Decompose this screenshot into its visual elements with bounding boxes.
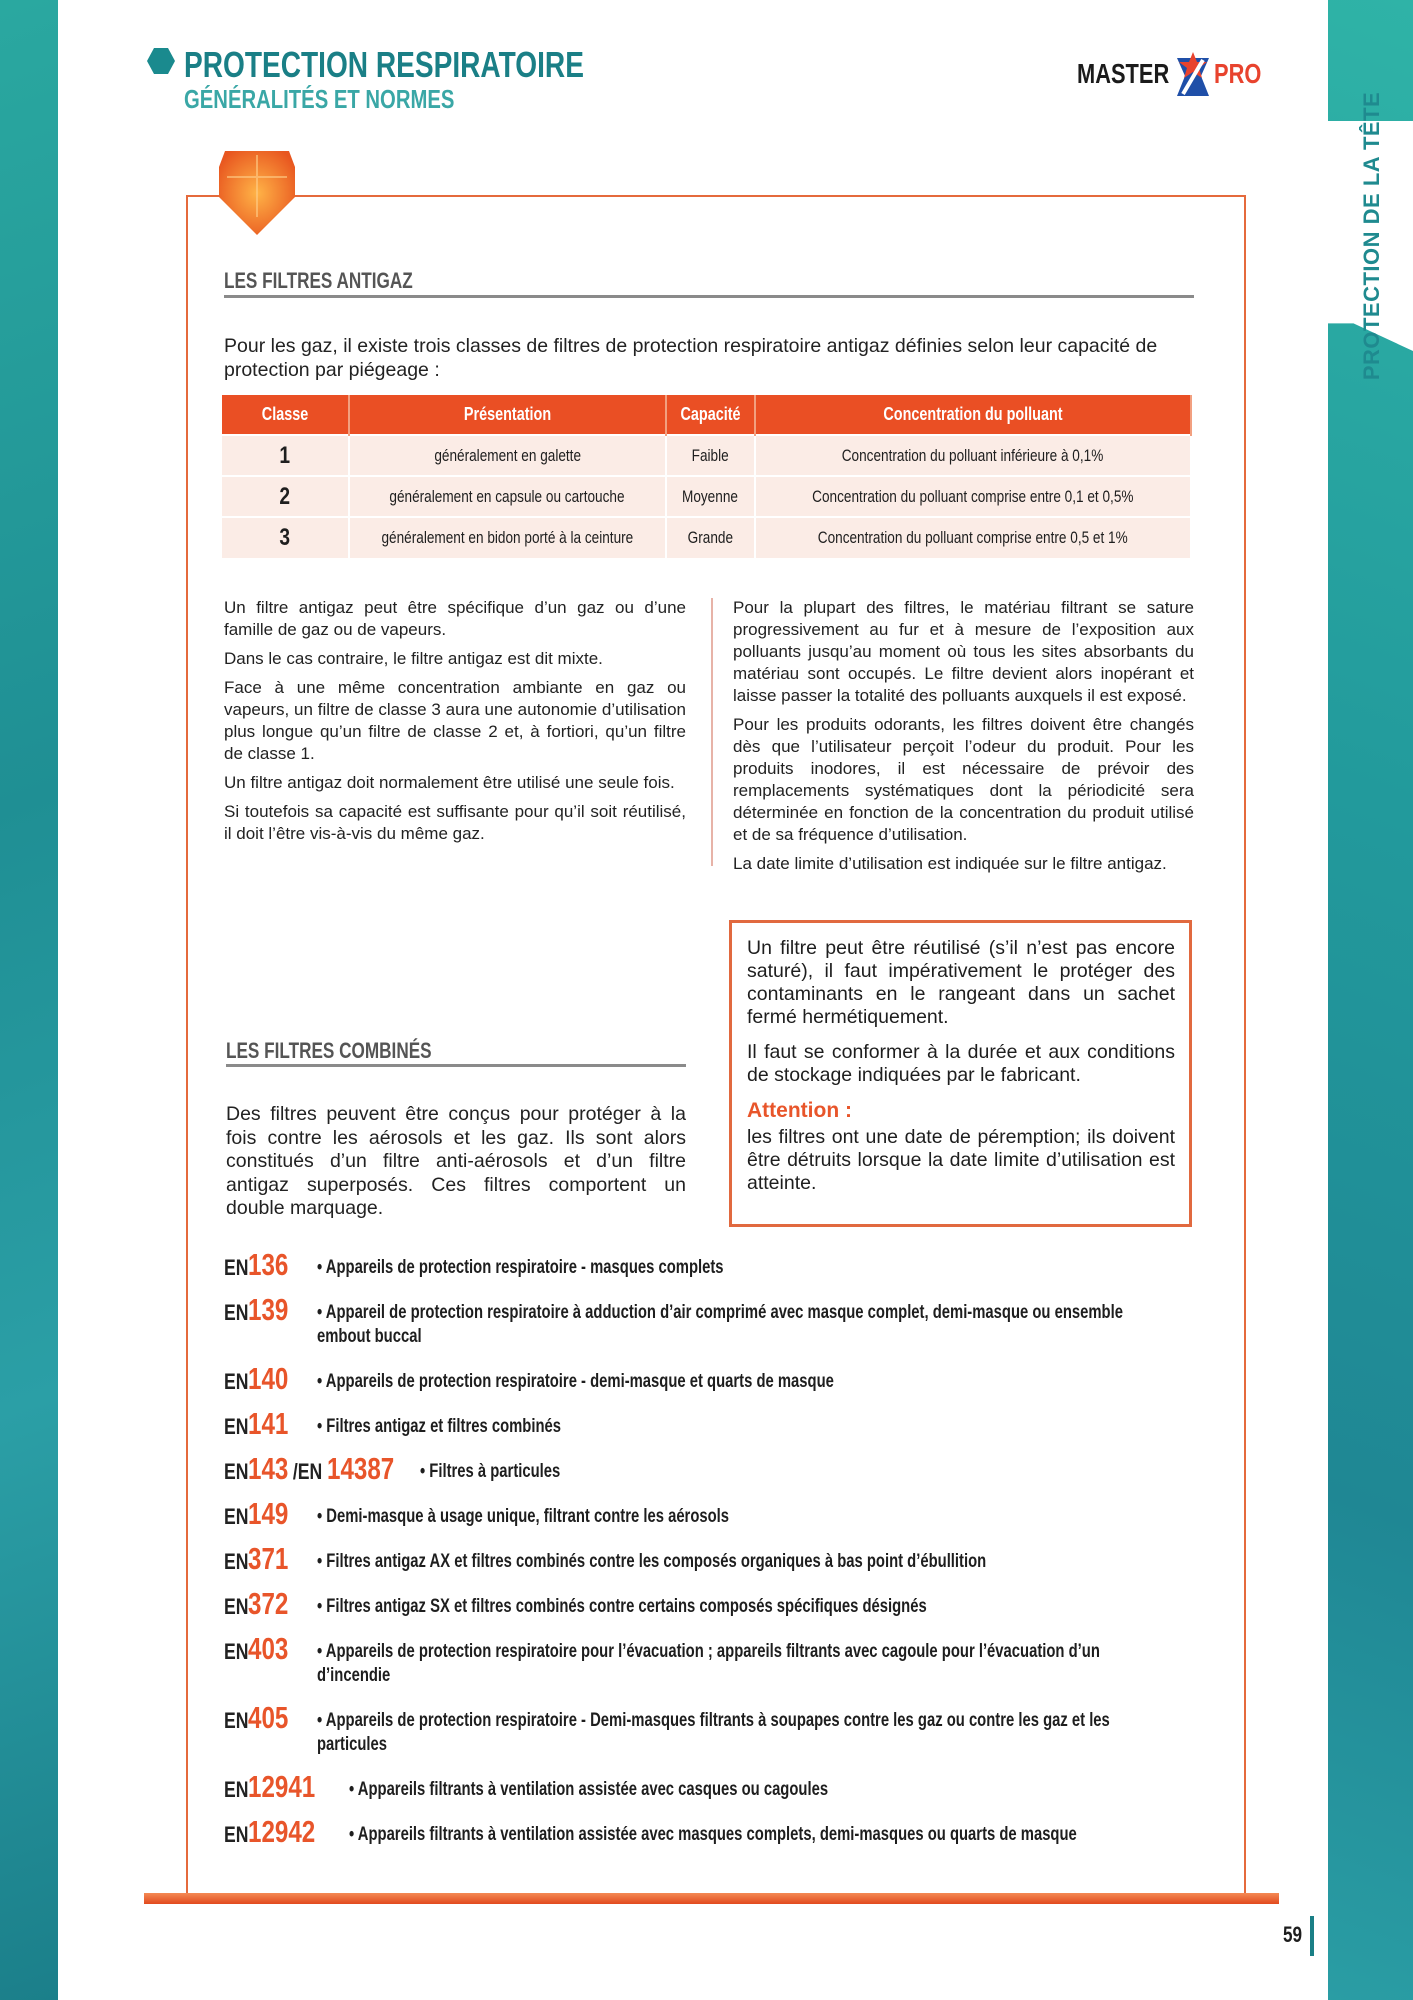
norm-description [349, 1772, 1409, 1802]
norm-code [224, 1361, 317, 1396]
cell-text: généralement en capsule ou cartouche [389, 486, 625, 506]
table-cell [755, 476, 1191, 517]
table-cell [222, 476, 349, 517]
cell-text: Concentration du polluant inférieure à 0,1% [842, 445, 1104, 465]
norm-item [224, 1541, 1224, 1576]
notice-paragraph: Un filtre peut être réutilisé (s’il n’est pas encore saturé), il faut impérativement le protéger des contaminants en le rangeant dans un sachet fermé hermétiquement. [747, 937, 1175, 1028]
norm-prefix: EN [224, 1255, 249, 1280]
table-cell [755, 517, 1191, 558]
paragraph: Pour la plupart des filtres, le matériau filtrant se sature progressivement au fur et à mesure de l’exposition aux polluants jusqu’au moment où tous les sites absorbants du matériau sont occupés. Le filtre devient alors inopérant et laisse passer la totalité des polluants auxquels il est exposé. [733, 598, 1194, 705]
table-cell [666, 476, 755, 517]
norm-description-text: • Filtres antigaz AX et filtres combinés contre les composés organiques à bas point d’ébullition [317, 1551, 987, 1572]
norm-description-text: • Filtres à particules [420, 1461, 561, 1482]
page-title [184, 44, 697, 86]
page-number [1283, 1922, 1307, 1948]
cell-text: Moyenne [682, 486, 739, 506]
cell-text: Concentration du polluant comprise entre 0,5 et 1% [817, 528, 1128, 547]
norm-description [317, 1499, 1377, 1529]
norm-prefix: EN [224, 1639, 249, 1664]
norm-number: 149 [248, 1496, 289, 1531]
norm-code [224, 1247, 317, 1282]
norm-number: 372 [248, 1586, 289, 1621]
norm-description-text: • Appareils filtrants à ventilation assistée avec casques ou cagoules [349, 1779, 829, 1800]
norm-item [224, 1247, 1224, 1282]
column-header-text: Classe [261, 404, 309, 424]
norm-description [420, 1454, 1413, 1484]
table-cell [666, 517, 755, 558]
table-row [222, 435, 1191, 476]
norms-list [224, 1247, 1224, 1862]
norm-prefix: /EN [288, 1459, 328, 1484]
section-heading-antigaz [224, 268, 466, 294]
norm-number: 371 [248, 1541, 289, 1576]
column-header [666, 395, 755, 435]
norm-code [224, 1541, 317, 1576]
table-cell [222, 517, 349, 558]
left-decorative-strip [0, 0, 58, 2000]
cell-text: 2 [279, 482, 291, 510]
norm-item [224, 1406, 1224, 1441]
norm-item [224, 1496, 1224, 1531]
table-row [222, 517, 1191, 558]
shield-icon [217, 147, 297, 237]
table-cell [666, 435, 755, 476]
norm-description-text: • Appareils de protection respiratoire - masques complets [317, 1257, 724, 1278]
table-row [222, 476, 1191, 517]
cell-text: 1 [279, 441, 291, 469]
norm-code [224, 1631, 317, 1666]
norm-code [224, 1586, 317, 1621]
norm-description-text: • Appareils de protection respiratoire - demi-masque et quarts de masque [317, 1371, 834, 1392]
norm-item [224, 1451, 1224, 1486]
section-divider [224, 295, 1194, 298]
page-number-bar [1310, 1916, 1314, 1956]
norm-description-text: • Appareils de protection respiratoire pour l’évacuation ; appareils filtrants avec cagoule pour l’évacuation d’un d’incendie [317, 1641, 1100, 1686]
notice-paragraph: Il faut se conformer à la durée et aux conditions de stockage indiquées par le fabricant. [747, 1041, 1175, 1086]
logo-star-icon [1173, 50, 1213, 100]
paragraph: Pour les produits odorants, les filtres doivent être changés dès que l’utilisateur perçoit l’odeur du produit. Pour les produits inodores, il est nécessaire de prévoir des remplacements systématiques dont la périodicité sera déterminée en fonction de la concentration du produit utilisé et de sa fréquence d’utilisation. [733, 715, 1194, 844]
section-heading-combines [226, 1038, 490, 1064]
column-header [222, 395, 349, 435]
table-cell [349, 435, 666, 476]
norm-prefix: EN [224, 1459, 249, 1484]
table-header-row [222, 395, 1191, 435]
norm-description [349, 1817, 1409, 1847]
masterpro-logo [1077, 50, 1267, 98]
norm-code [224, 1769, 349, 1804]
section-heading-combines-text: LES FILTRES COMBINÉS [226, 1038, 432, 1063]
norm-number: 141 [248, 1406, 289, 1441]
section-divider [226, 1064, 686, 1067]
norm-description [317, 1409, 1377, 1439]
norm-prefix: EN [224, 1777, 249, 1802]
norm-description-text: • Appareils de protection respiratoire - Demi-masques filtrants à soupapes contre les gaz ou contre les gaz et les particules [317, 1710, 1110, 1755]
filter-classes-table [222, 395, 1192, 558]
bottom-bar [144, 1893, 1279, 1904]
paragraph: La date limite d’utilisation est indiquée sur le filtre antigaz. [733, 854, 1167, 873]
norm-item [224, 1814, 1224, 1849]
page-subtitle [184, 84, 531, 115]
norm-prefix: EN [224, 1822, 249, 1847]
norm-number: 14387 [327, 1451, 395, 1486]
norm-item [224, 1631, 1224, 1688]
column-header-text: Présentation [463, 404, 551, 424]
notice-box [729, 920, 1192, 1227]
norm-prefix: EN [224, 1504, 249, 1529]
norm-item [224, 1361, 1224, 1396]
norm-description-text: • Demi-masque à usage unique, filtrant contre les aérosols [317, 1506, 730, 1527]
notice-paragraph: les filtres ont une date de péremption; ils doivent être détruits lorsque la date limite d’utilisation est atteinte. [747, 1126, 1175, 1194]
paragraph: Si toutefois sa capacité est suffisante pour qu’il soit réutilisé, il doit l’être vis-à-vis du même gaz. [224, 802, 686, 843]
page-subtitle-text: GÉNÉRALITÉS ET NORMES [184, 84, 455, 114]
norm-number: 12942 [248, 1814, 316, 1849]
logo-text-master: MASTER [1077, 58, 1170, 89]
norm-item [224, 1769, 1224, 1804]
cell-text: 3 [279, 524, 291, 551]
side-tab-label: PROTECTION DE LA TÊTE [1359, 91, 1384, 381]
norm-description-text: • Filtres antigaz SX et filtres combinés contre certains composés spécifiques désignés [317, 1596, 927, 1617]
norm-number: 405 [248, 1700, 289, 1735]
norm-prefix: EN [224, 1300, 249, 1325]
column-header [349, 395, 666, 435]
norm-prefix: EN [224, 1594, 249, 1619]
combines-text: Des filtres peuvent être conçus pour protéger à la fois contre les aérosols et les gaz. Ils sont alors constitués d’un filtre anti-aérosols et d’un filtre antigaz superposés. Ces filtres comportent un double marquage. [226, 1103, 686, 1219]
norm-description-text: • Appareil de protection respiratoire à adduction d’air comprimé avec masque complet, demi-masque ou ensemble embout buccal [317, 1302, 1123, 1347]
norm-code [224, 1292, 317, 1327]
antigaz-left-column [224, 597, 686, 852]
norm-code [224, 1496, 317, 1531]
cell-text: généralement en galette [434, 445, 581, 465]
norm-description-text: • Filtres antigaz et filtres combinés [317, 1416, 562, 1437]
page-number-text: 59 [1283, 1922, 1303, 1947]
norm-description [317, 1250, 1377, 1280]
attention-label: Attention : [747, 1099, 852, 1122]
norm-item [224, 1292, 1224, 1349]
column-header-text: Capacité [680, 404, 741, 424]
paragraph: Face à une même concentration ambiante en gaz ou vapeurs, un filtre de classe 3 aura une autonomie d’utilisation plus longue qu’un filtre de classe 2 et, à fortiori, qu’un filtre de classe 1. [224, 678, 686, 763]
norm-number: 140 [248, 1361, 289, 1396]
norm-number: 139 [248, 1292, 289, 1327]
norm-item [224, 1586, 1224, 1621]
antigaz-right-column [733, 597, 1194, 882]
table-cell [349, 517, 666, 558]
column-separator [711, 598, 713, 866]
norm-description [317, 1634, 1377, 1688]
norm-prefix: EN [224, 1414, 249, 1439]
table-cell [755, 435, 1191, 476]
table-cell [349, 476, 666, 517]
paragraph: Dans le cas contraire, le filtre antigaz est dit mixte. [224, 649, 603, 668]
norm-description [317, 1703, 1377, 1757]
cell-text: Faible [691, 445, 729, 465]
column-header [755, 395, 1191, 435]
paragraph: Un filtre antigaz peut être spécifique d’un gaz ou d’une famille de gaz ou de vapeurs. [224, 598, 686, 639]
norm-item [224, 1700, 1224, 1757]
norm-prefix: EN [224, 1549, 249, 1574]
page-title-text: PROTECTION RESPIRATOIRE [184, 44, 584, 85]
norm-code [224, 1700, 317, 1735]
norm-code [224, 1451, 420, 1486]
paragraph: Un filtre antigaz doit normalement être utilisé une seule fois. [224, 773, 675, 792]
norm-number: 12941 [248, 1769, 316, 1804]
norm-number: 143 [248, 1451, 289, 1486]
norm-code [224, 1406, 317, 1441]
norm-description [317, 1544, 1377, 1574]
norm-prefix: EN [224, 1369, 249, 1394]
norm-number: 403 [248, 1631, 289, 1666]
cell-text: généralement en bidon porté à la ceinture [381, 528, 634, 547]
table-cell [222, 435, 349, 476]
norm-description [317, 1295, 1377, 1349]
antigaz-intro: Pour les gaz, il existe trois classes de filtres de protection respiratoire antigaz définies selon leur capacité de protection par piégeage : [224, 335, 1158, 381]
norm-number: 136 [248, 1247, 289, 1282]
cell-text: Grande [687, 528, 733, 547]
logo-text-pro: PRO [1214, 58, 1262, 89]
norm-prefix: EN [224, 1708, 249, 1733]
norm-description [317, 1589, 1377, 1619]
norm-description-text: • Appareils filtrants à ventilation assistée avec masques complets, demi-masques ou quarts de masque [349, 1824, 1077, 1845]
section-heading-antigaz-text: LES FILTRES ANTIGAZ [224, 268, 413, 293]
column-header-text: Concentration du polluant [883, 404, 1063, 424]
norm-code [224, 1814, 349, 1849]
norm-description [317, 1364, 1377, 1394]
cell-text: Concentration du polluant comprise entre 0,1 et 0,5% [812, 486, 1134, 506]
